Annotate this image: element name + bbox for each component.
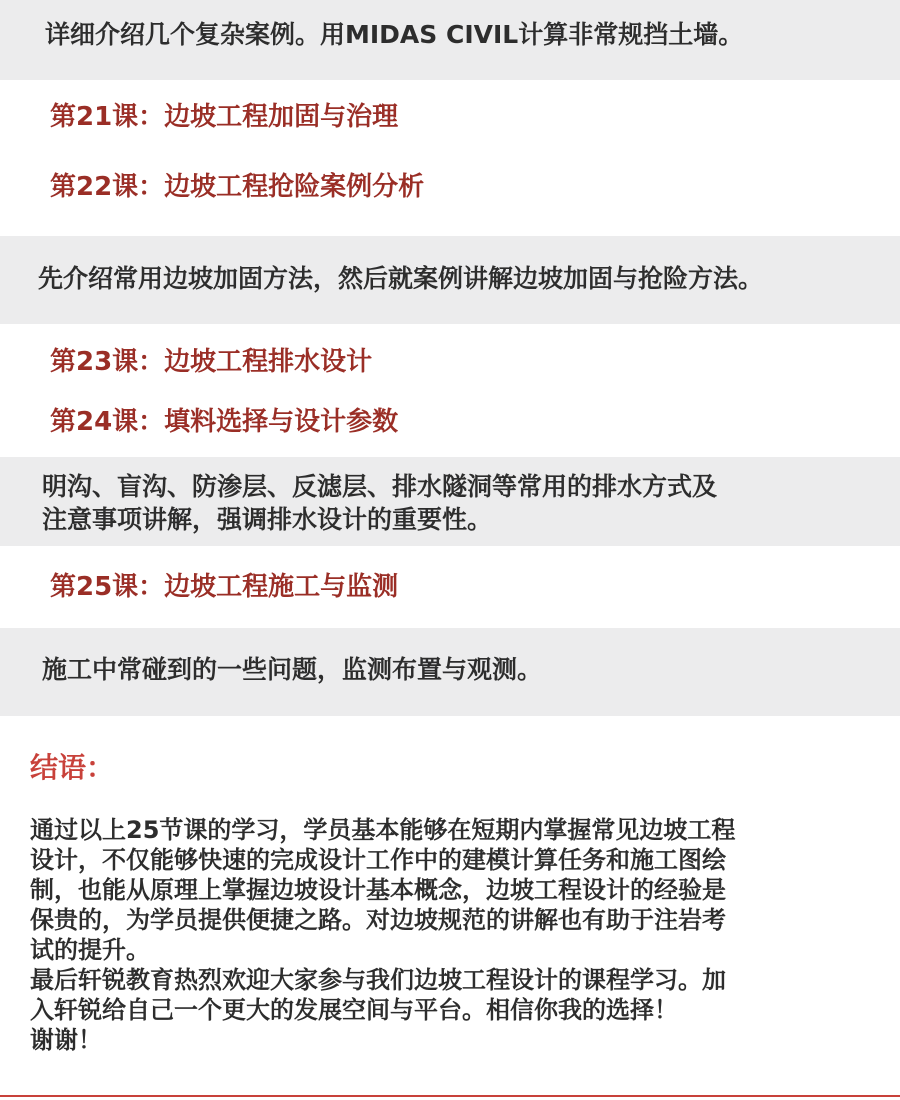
- lesson-22-title: 第22课：边坡工程抢险案例分析: [50, 172, 425, 202]
- lesson-25-title: 第25课：边坡工程施工与监测: [50, 572, 399, 602]
- lessons-21-22-description: 先介绍常用边坡加固方法，然后就案例讲解边坡加固与抢险方法。: [38, 264, 764, 293]
- lessons-23-24-description-line2: 注意事项讲解，强调排水设计的重要性。: [42, 505, 493, 534]
- lesson-21-title: 第21课：边坡工程加固与治理: [50, 102, 399, 132]
- conclusion-body: [30, 815, 880, 1055]
- conclusion-line: 制，也能从原理上掌握边坡设计基本概念，边坡工程设计的经验是: [30, 876, 726, 904]
- lesson-23-title: 第23课：边坡工程排水设计: [50, 347, 373, 377]
- intro-description: 详细介绍几个复杂案例。用MIDAS CIVIL计算非常规挡土墙。: [45, 20, 744, 49]
- conclusion-line: 最后轩锐教育热烈欢迎大家参与我们边坡工程设计的课程学习。加: [30, 966, 726, 994]
- conclusion-line: 试的提升。: [30, 936, 150, 964]
- lessons-23-24-description-line1: 明沟、盲沟、防渗层、反滤层、排水隧洞等常用的排水方式及: [42, 472, 718, 501]
- conclusion-line: 保贵的，为学员提供便捷之路。对边坡规范的讲解也有助于注岩考: [30, 906, 726, 934]
- bottom-divider: [0, 1095, 900, 1097]
- lesson-24-title: 第24课：填料选择与设计参数: [50, 407, 399, 437]
- conclusion-line: 设计，不仅能够快速的完成设计工作中的建模计算任务和施工图绘: [30, 846, 726, 874]
- conclusion-line: 通过以上25节课的学习，学员基本能够在短期内掌握常见边坡工程: [30, 816, 736, 844]
- lesson-25-description: 施工中常碰到的一些问题，监测布置与观测。: [42, 655, 543, 684]
- conclusion-line: 谢谢！: [30, 1026, 102, 1054]
- conclusion-line: 入轩锐给自己一个更大的发展空间与平台。相信你我的选择！: [30, 996, 678, 1024]
- conclusion-title: 结语：: [30, 751, 115, 784]
